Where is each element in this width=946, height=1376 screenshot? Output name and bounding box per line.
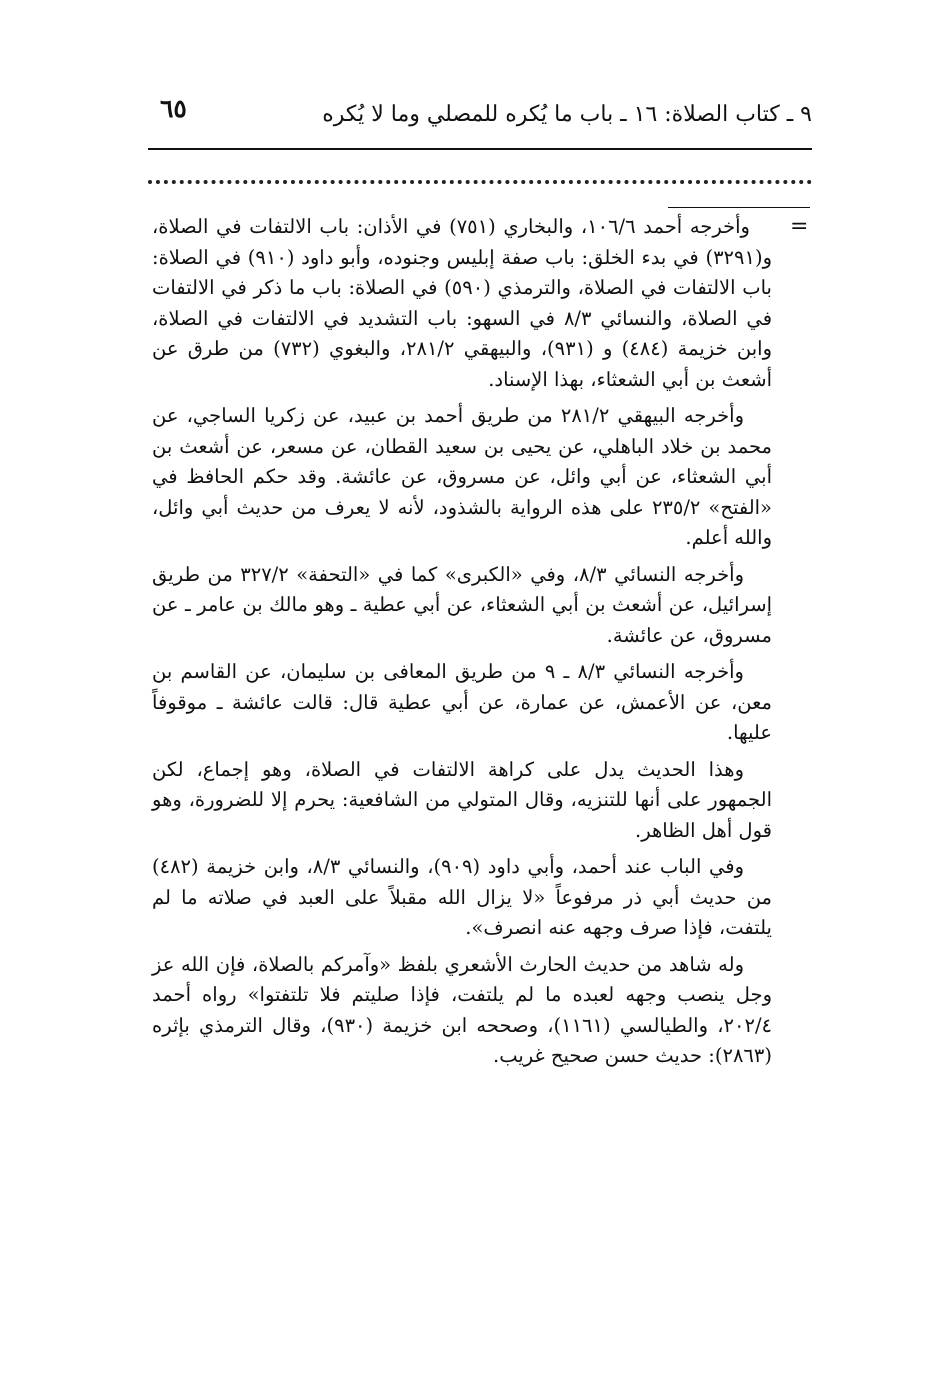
running-header bbox=[148, 92, 812, 142]
continuation-mark: = bbox=[790, 214, 809, 239]
header-rule bbox=[148, 148, 812, 150]
footnote-body bbox=[152, 212, 772, 1078]
footnote-paragraph: وله شاهد من حديث الحارث الأشعري بلفظ «وآمركم بالصلاة، فإن الله عز وجل ينصب وجهه لعبده ما لم يلتفت، فإذا صليتم فلا تلتفتوا» رواه أحمد ٢٠٢/٤، والطيالسي (١١٦١)، وصححه ابن خزيمة (٩٣٠)، وقال الترمذي بإثره (٢٨٦٣): حديث حسن صحيح غريب. bbox=[152, 952, 772, 1067]
footnote-paragraph: وأخرجه البيهقي ٢٨١/٢ من طريق أحمد بن عبيد، عن زكريا الساجي، عن محمد بن خلاد الباهلي، عن يحيى بن سعيد القطان، عن مسعر، عن أشعث بن أبي الشعثاء، عن أبي وائل، عن مسروق، عن عائشة. وقد حكم الحافظ في «الفتح» ٢٣٥/٢ على هذه الرواية بالشذود، لأنه لا يعرف من حديث أبي وائل، والله أعلم. bbox=[152, 404, 772, 549]
page-number: ٦٥ bbox=[160, 94, 187, 123]
footnote-paragraph: وأخرجه النسائي ٨/٣ ـ ٩ من طريق المعافى بن سليمان، عن القاسم بن معن، عن الأعمش، عن عمارة، عن أبي عطية قال: قالت عائشة ـ موقوفاً عليها. bbox=[152, 660, 772, 744]
footnote-paragraph: وأخرجه أحمد ١٠٦/٦، والبخاري (٧٥١) في الأذان: باب الالتفات في الصلاة، و(٣٢٩١) في بدء الخلق: باب صفة إبليس وجنوده، وأبو داود (٩١٠) في الصلاة: باب الالتفات في الصلاة، والترمذي (٥٩٠) في الصلاة: باب ما ذكر في الالتفات في الصلاة، والنسائي ٨/٣ في السهو: باب التشديد في الالتفات في الصلاة، وابن خزيمة (٤٨٤) و (٩٣١)، والبيهقي ٢٨١/٢، والبغوي (٧٣٢) من طرق عن أشعث بن أبي الشعثاء، بهذا الإسناد. bbox=[152, 215, 773, 391]
dotted-separator bbox=[148, 180, 812, 184]
chapter-title: ٩ ـ كتاب الصلاة: ١٦ ـ باب ما يُكره للمصلي وما لا يُكره bbox=[322, 102, 812, 127]
footnote-paragraph: وهذا الحديث يدل على كراهة الالتفات في الصلاة، وهو إجماع، لكن الجمهور على أنها للتنزيه، وقال المتولي من الشافعية: يحرم إلا للضرورة، وهو قول أهل الظاهر. bbox=[152, 757, 772, 842]
footnote-paragraph: وفي الباب عند أحمد، وأبي داود (٩٠٩)، والنسائي ٨/٣، وابن خزيمة (٤٨٢) من حديث أبي ذر مرفوعاً «لا يزال الله مقبلاً على العبد في صلاته ما لم يلتفت، فإذا صرف وجهه عنه انصرف». bbox=[152, 855, 772, 939]
footnote-paragraph: وأخرجه النسائي ٨/٣، وفي «الكبرى» كما في «التحفة» ٣٢٧/٢ من طريق إسرائيل، عن أشعث بن أبي الشعثاء، عن أبي عطية ـ وهو مالك بن عامر ـ عن مسروق، عن عائشة. bbox=[152, 562, 772, 647]
footnote-rule bbox=[668, 207, 810, 208]
